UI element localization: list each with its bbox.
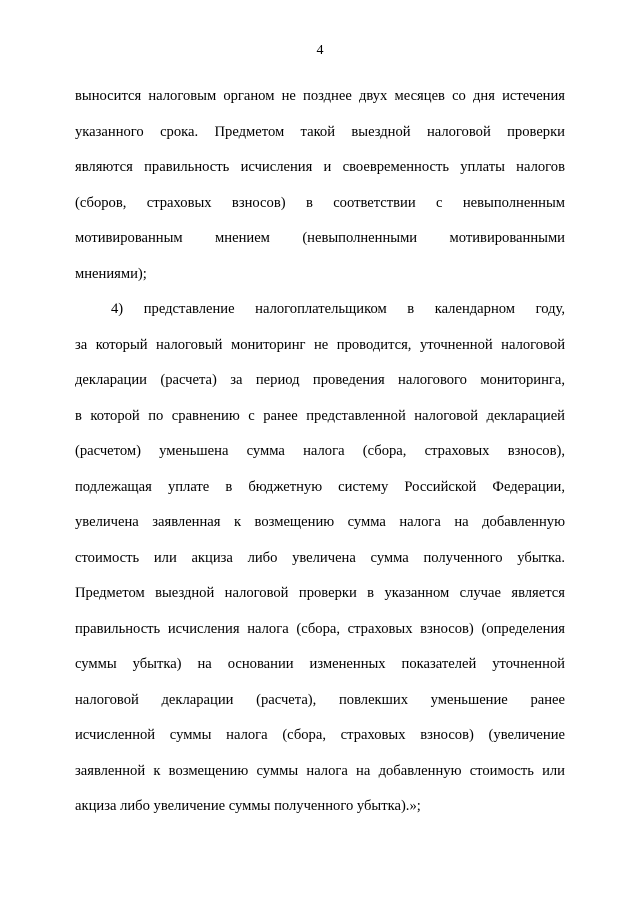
text-line: декларации (расчета) за период проведения налогового мониторинга, xyxy=(75,372,565,388)
text-line: суммы убытка) на основании измененных показателей уточненной xyxy=(75,656,565,672)
text-line: являются правильность исчисления и своевременность уплаты налогов xyxy=(75,159,565,175)
text-line: стоимость или акциза либо увеличена сумма полученного убытка. xyxy=(75,549,565,566)
text-line: 4) представление налогоплательщиком в календарном году, xyxy=(111,301,565,317)
paragraph-item-4 xyxy=(75,292,565,825)
text-line: в которой по сравнению с ранее представленной налоговой декларацией xyxy=(75,407,565,424)
text-line: (расчетом) уменьшена сумма налога (сбора, страховых взносов), xyxy=(75,443,565,459)
paragraph-continuation xyxy=(75,79,565,292)
document-body xyxy=(75,79,565,825)
text-line: мотивированным мнением (невыполненными мотивированными xyxy=(75,230,565,246)
text-line: Предметом выездной налоговой проверки в указанном случае является xyxy=(75,585,565,601)
text-line: заявленной к возмещению суммы налога на добавленную стоимость или xyxy=(75,762,565,779)
text-line: увеличена заявленная к возмещению сумма налога на добавленную xyxy=(75,514,565,530)
text-line: (сборов, страховых взносов) в соответствии с невыполненным xyxy=(75,194,565,211)
text-line: акциза либо увеличение суммы полученного убытка).»; xyxy=(75,798,421,814)
text-line: указанного срока. Предметом такой выездной налоговой проверки xyxy=(75,123,565,140)
page-number: 4 xyxy=(316,43,324,58)
text-line: правильность исчисления налога (сбора, страховых взносов) (определения xyxy=(75,620,565,637)
text-line: исчисленной суммы налога (сбора, страховых взносов) (увеличение xyxy=(75,727,565,743)
text-line: мнениями); xyxy=(75,265,147,282)
text-line: за который налоговый мониторинг не проводится, уточненной налоговой xyxy=(75,336,565,353)
text-line: налоговой декларации (расчета), повлекших уменьшение ранее xyxy=(75,691,565,708)
text-line: подлежащая уплате в бюджетную систему Российской Федерации, xyxy=(75,478,565,495)
text-line: выносится налоговым органом не позднее двух месяцев со дня истечения xyxy=(75,88,565,104)
